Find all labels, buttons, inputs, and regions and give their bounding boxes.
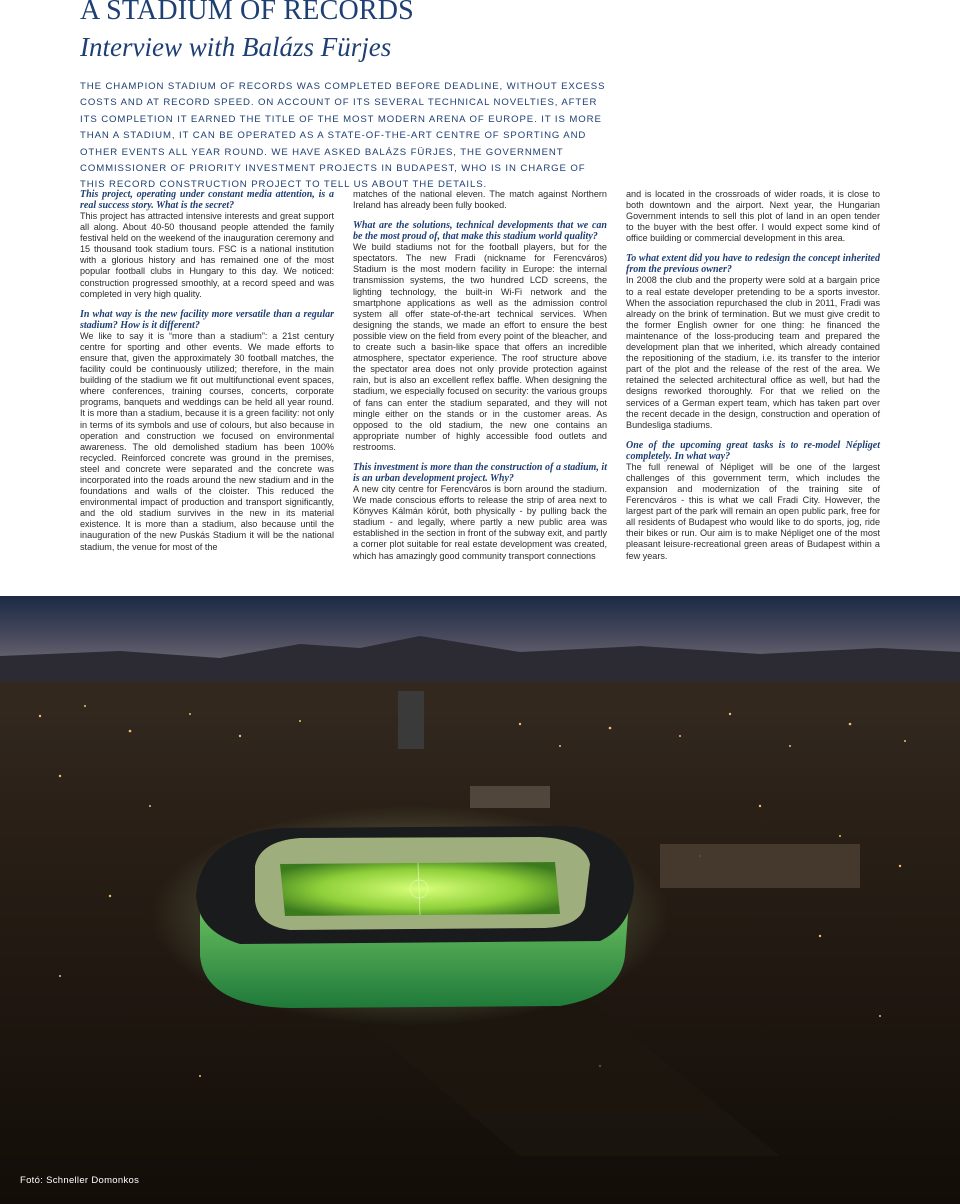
interview-answer: This project has attracted intensive interests and great support all along. About 40-50 thousand people attended the family festival held on the weekend of the inauguration ceremony and 15 thousand took stadium tours. FSC is a national institution with a glorious history and has remained one of the most popular football clubs in Hungary to this day. We noticed: construction progressed smoothly, at a record speed and was completed in very high quality. — [80, 211, 334, 299]
interview-answer: A new city centre for Ferencváros is born around the stadium. We made conscious efforts to release the strip of area next to Könyves Kálmán körút, both physically - by pulling back the stadium - and legally, where partly a new public area was established in the section in front of the subway exit, and partly a corner plot suitable for real estate development was created, which has amazingly good community transport connections — [353, 483, 607, 561]
high-rise-building — [398, 691, 424, 749]
interview-question: What are the solutions, technical developments that we can be the most proud of, that make this stadium world quality? — [353, 220, 607, 243]
interview-answer: The full renewal of Népliget will be one of the largest challenges of this government term, which includes the expansion and modernization of the training site of Ferencváros - this is what we call Fradi City. However, the largest part of the park will remain an open public park, free for all residents of Budapest who would like to do sports, jog, ride their bikes or run. Our aim is to make Népliget one of the most pleasant leisure-recreational green areas of Budapest within a few years. — [626, 461, 880, 561]
interview-question: This investment is more than the construction of a stadium, it is an urban development project. Why? — [353, 461, 607, 484]
interview-question: One of the upcoming great tasks is to re-model Népliget completely. In what way? — [626, 439, 880, 462]
text-column-2 — [353, 189, 607, 562]
interview-answer: We build stadiums not for the football players, but for the spectators. The new Fradi (nickname for Ferencváros) Stadium is the most modern facility in Europe: the internal transmission systems, the two hundred LCD screens, the lighting technology, the built-in Wi-Fi network and the smartphone applications as well as the admission control system all offer state-of-the-art technical services. When designing the stands, we made an effort to ensure the best possible view on the field from every point of the bleacher, and to create such a basin-like space that offers an incredible atmosphere, spectator experience. The roof structure above the spectator area does not only provide protection against rain, but is also an excellent reflex baffle. When designing the stadium, we especially focused on security: the various groups of fans can enter the stadium separated, and they will not mingle either on the stands or in the customer areas. As opposed to the old stadium, the new one contains an appropriate number of highly accessible food outlets and restrooms. — [353, 242, 607, 452]
photo-credit: Fotó: Schneller Domonkos — [20, 1175, 140, 1186]
interview-question: This project, operating under constant media attention, is a real success story. What is the secret? — [80, 189, 334, 211]
interview-question: In what way is the new facility more versatile than a regular stadium? How is it different? — [80, 308, 334, 331]
text-column-1 — [80, 189, 334, 553]
article-lead: THE CHAMPION STADIUM OF RECORDS WAS COMPLETED BEFORE DEADLINE, WITHOUT EXCESS COSTS AND AT RECORD SPEED. ON ACCOUNT OF ITS SEVERAL TECHNICAL NOVELTIES, AFTER ITS COMPLETION IT EARNED THE TITLE OF THE MOST MODERN ARENA OF EUROPE. IT IS MORE THAN A STADIUM, IT CAN BE OPERATED AS A STATE-OF-THE-ART CENTRE OF SPORTING AND OTHER EVENTS ALL YEAR ROUND. WE HAVE ASKED BALÁZS FÜRJES, THE GOVERNMENT COMMISSIONER OF PRIORITY INVESTMENT PROJECTS IN BUDAPEST, WHO IS IN CHARGE OF THIS RECORD CONSTRUCTION PROJECT TO TELL US ABOUT THE DETAILS. — [80, 81, 606, 191]
stadium-night-illustration — [0, 596, 960, 1204]
interview-answer: In 2008 the club and the property were sold at a bargain price to a real estate developer pretending to be a sports investor. When the association repurchased the club in 2011, Fradi was already on the brink of termination. But we must give credit to the former English owner for one thing: he financed the maintenance of the loss-producing team and prepared the development plan that we inherited, which already contained the repositioning of the stadium, i.e. its transfer to the interior part of the plot and the release of the rest of the area. We retained the selected architectural office as well, but had the designs reworked thoroughly. For that we relied on the services of a German expert team, which has taken part over the recent decade in the design, construction and operation of Bundesliga stadiums. — [626, 275, 880, 430]
interview-answer: We like to say it is “more than a stadium”: a 21st century centre for sporting and other events. We made efforts to ensure that, given the approximately 30 football matches, the facility could be continuously utilized; therefore, in the main building of the stadium we fit out multifunctional event spaces, where conferences, training courses, concerts, corporate programs, banquets and weddings can be held all year round. It is more than a stadium, because it is a green facility: not only in terms of its symbols and use of colours, but also because in operation and construction we focused on environmental awareness. The old demolished stadium has been 100% recycled. Reinforced concrete was ground in the premises, steel and concrete were separated and the concrete was incorporated into the roads around the new stadium and in the foundations and walls of the cloister. This reduced the environmental impact of production and transport significantly, and the old stadium survives in the new in its material existence. It is more than a stadium, also because until the inauguration of the new Puskás Stadium it will be the national stadium, the venue for most of the — [80, 330, 334, 552]
text-column-3 — [626, 189, 880, 562]
article-subtitle: Interview with Balázs Fürjes — [80, 32, 392, 62]
stadium-aerial-photo — [0, 596, 960, 1204]
interview-answer: and is located in the crossroads of wider roads, it is close to both downtown and the airport. Next year, the Hungarian Government intends to sell this plot of land in an open tender to the buyer with the best offer. I would expect some kind of office building or commercial development in this area. — [626, 189, 880, 244]
article-title: A STADIUM OF RECORDS — [80, 0, 414, 26]
interview-answer: matches of the national eleven. The match against Northern Ireland has already been fully booked. — [353, 189, 607, 211]
interview-question: To what extent did you have to redesign the concept inherited from the previous owner? — [626, 253, 880, 276]
